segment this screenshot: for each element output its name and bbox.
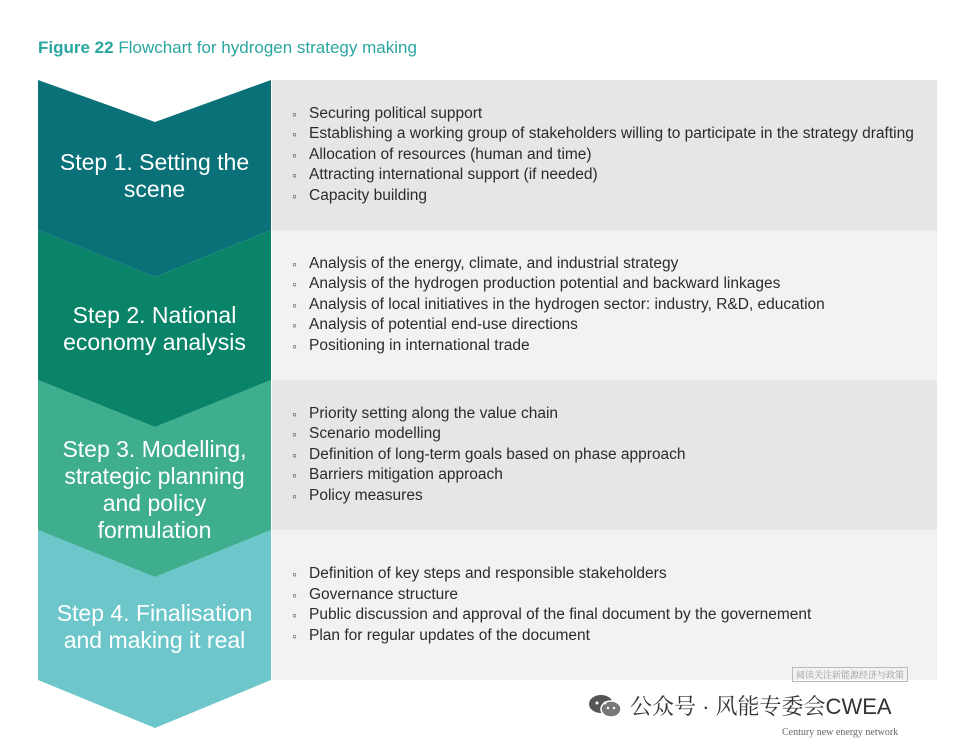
step-4-label: Step 4. Finalisation and making it real — [56, 600, 253, 653]
list-item: ◦ Definition of long-term goals based on phase approach — [292, 445, 937, 466]
list-item: ◦ Positioning in international trade — [292, 336, 937, 357]
watermark-subtext: Century new energy network — [782, 727, 899, 738]
step-1-details — [272, 80, 937, 230]
watermark-stamp: 阅读关注新能源经济与政策 — [792, 667, 908, 682]
list-item: ◦ Analysis of the hydrogen production potential and backward linkages — [292, 274, 937, 295]
watermark — [588, 690, 892, 721]
list-item: ◦ Analysis of potential end-use directions — [292, 315, 937, 336]
list-item: ◦ Plan for regular updates of the document — [292, 626, 937, 647]
step-2-label: Step 2. National economy analysis — [63, 301, 246, 355]
wechat-icon — [588, 694, 622, 718]
watermark-text: 公众号 · 风能专委会CWEA — [630, 694, 892, 719]
list-item: ◦ Allocation of resources (human and time) — [292, 145, 937, 166]
list-item: ◦ Policy measures — [292, 486, 937, 507]
list-item: ◦ Scenario modelling — [292, 424, 937, 445]
list-item: ◦ Definition of key steps and responsible stakeholders — [292, 564, 937, 585]
figure-number: Figure 22 — [38, 38, 114, 57]
list-item: ◦ Governance structure — [292, 585, 937, 606]
list-item: ◦ Securing political support — [292, 104, 937, 125]
list-item: ◦ Public discussion and approval of the final document by the governement — [292, 605, 937, 626]
list-item: ◦ Establishing a working group of stakeholders willing to participate in the strategy drafting — [292, 124, 937, 145]
figure-caption: Flowchart for hydrogen strategy making — [118, 38, 417, 57]
list-item: ◦ Analysis of local initiatives in the hydrogen sector: industry, R&D, education — [292, 295, 937, 316]
step-2-details — [272, 230, 937, 380]
list-item: ◦ Priority setting along the value chain — [292, 404, 937, 425]
list-item: ◦ Attracting international support (if needed) — [292, 165, 937, 186]
step-4-details — [272, 530, 937, 680]
list-item: ◦ Barriers mitigation approach — [292, 465, 937, 486]
step-3-label: Step 3. Modelling, strategic planning and policy formulation — [62, 436, 247, 543]
list-item: ◦ Capacity building — [292, 186, 937, 207]
step-1-label: Step 1. Setting the scene — [59, 149, 250, 202]
list-item: ◦ Analysis of the energy, climate, and industrial strategy — [292, 254, 937, 275]
step-3-details — [272, 380, 937, 530]
